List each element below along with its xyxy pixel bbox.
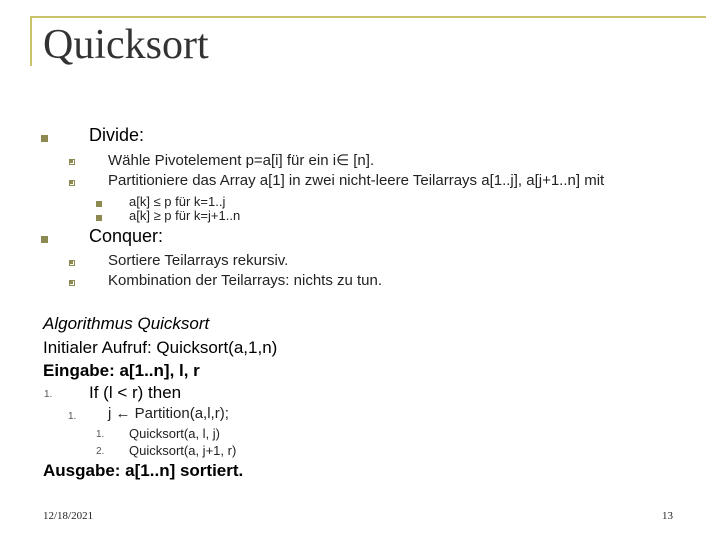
divide-condition-1: a[k] ≤ p für k=1..j [129,194,226,209]
footer-date: 12/18/2021 [43,510,94,522]
slide-frame-top [30,16,706,18]
square-bullet-icon [41,135,48,142]
conquer-heading: Conquer: [89,226,164,246]
box-bullet-icon [69,159,75,165]
algorithm-step-1-1-1: Quicksort(a, l, j) [129,426,221,441]
page-number: 13 [662,510,673,522]
box-bullet-icon [69,260,75,266]
step-number: 2. [96,446,105,457]
algorithm-input: Eingabe: a[1..n], l, r [43,361,200,380]
conquer-item-2: Kombination der Teilarrays: nichts zu tun. [108,272,383,289]
slide-frame-left [30,16,32,66]
divide-item-1: Wähle Pivotelement p=a[i] für ein i∈ [n]. [108,152,375,169]
divide-heading: Divide: [89,125,145,145]
small-square-bullet-icon [96,201,102,207]
algorithm-step-1-1: j ← Partition(a,l,r); [108,405,229,422]
divide-item-2: Partitioniere das Array a[1] in zwei nicht-leere Teilarrays a[1..j], a[j+1..n] mit [108,172,605,189]
conquer-item-1: Sortiere Teilarrays rekursiv. [108,252,289,269]
algorithm-step-1-1-2: Quicksort(a, j+1, r) [129,443,237,458]
slide-title: Quicksort [43,22,209,68]
divide-condition-2: a[k] ≥ p für k=j+1..n [129,208,241,223]
step-number: 1. [44,389,53,400]
square-bullet-icon [41,236,48,243]
step-number: 1. [68,411,77,422]
small-square-bullet-icon [96,215,102,221]
box-bullet-icon [69,180,75,186]
algorithm-heading: Algorithmus Quicksort [43,314,210,333]
box-bullet-icon [69,280,75,286]
step-number: 1. [96,429,105,440]
algorithm-initial-call: Initialer Aufruf: Quicksort(a,1,n) [43,338,278,357]
algorithm-output: Ausgabe: a[1..n] sortiert. [43,461,244,480]
algorithm-step-1: If (l < r) then [89,383,182,402]
